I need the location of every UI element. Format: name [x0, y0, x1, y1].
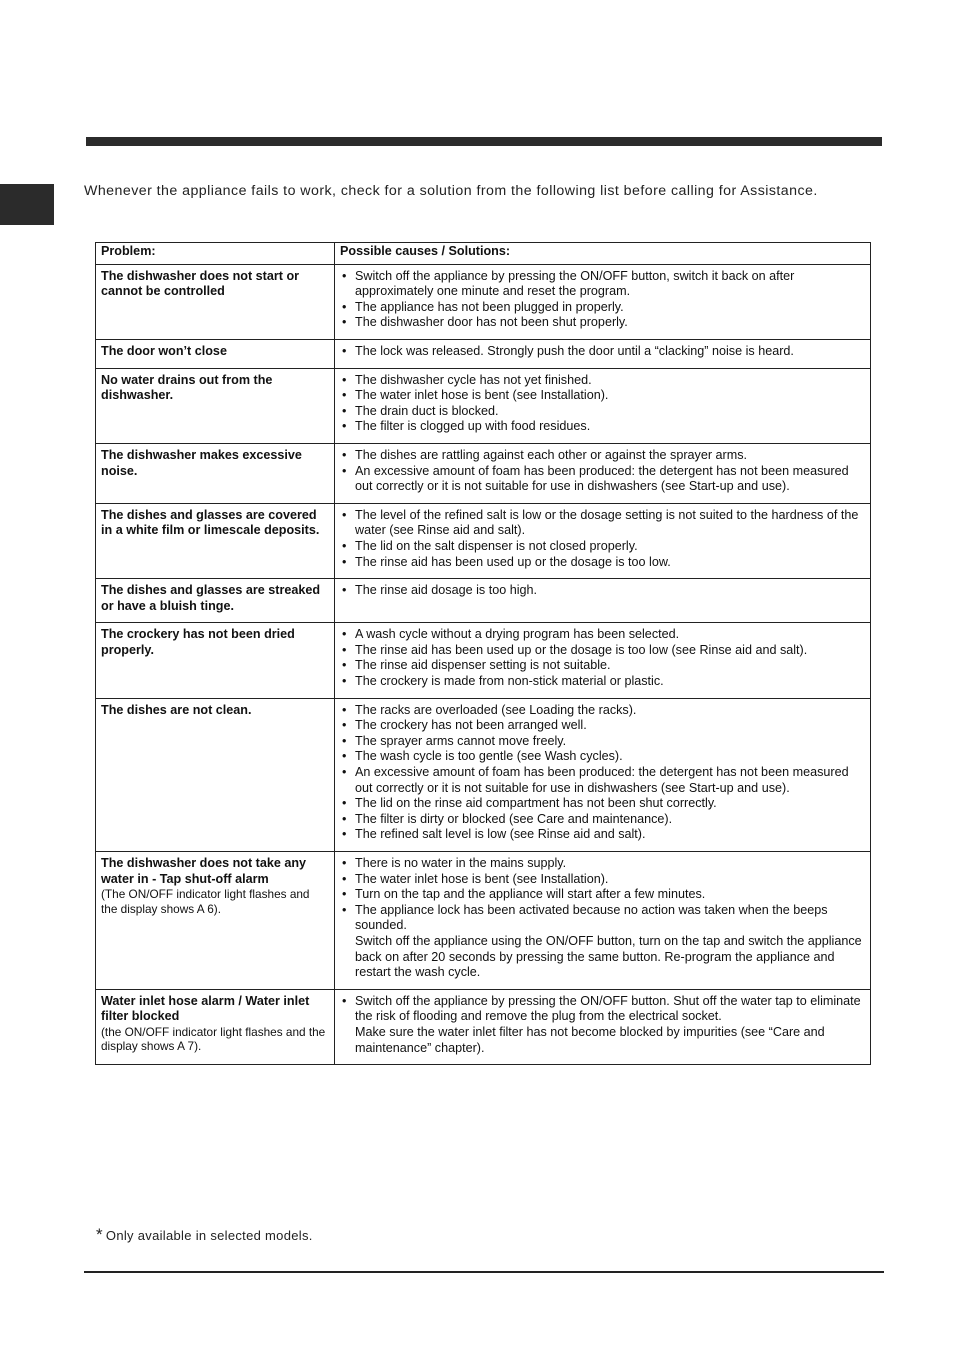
- solutions-list: [340, 703, 865, 843]
- solution-item: [340, 734, 865, 750]
- solution-text: The filter is clogged up with food residues.: [355, 419, 591, 434]
- solution-text: The water inlet hose is bent (see Installation).: [355, 871, 609, 886]
- problem-note: (The ON/OFF indicator light flashes and the display shows A 6).: [101, 887, 310, 916]
- solution-text: An excessive amount of foam has been produced: the detergent has not been measured out correctly or it is not suitable for use in dishwashers (see Start-up and use).: [355, 765, 849, 795]
- solutions-cell: [335, 852, 871, 990]
- solutions-list: [340, 508, 865, 570]
- solution-item: [340, 872, 865, 888]
- header-problem: Problem:: [96, 243, 335, 265]
- solutions-cell: [335, 579, 871, 623]
- solution-text: Turn on the tap and the appliance will start after a few minutes.: [355, 887, 706, 902]
- solutions-list: [340, 994, 865, 1056]
- solution-item: [340, 887, 865, 903]
- solution-text: The drain duct is blocked.: [355, 403, 499, 418]
- solution-text: The rinse aid has been used up or the dosage is too low (see Rinse aid and salt).: [355, 642, 808, 657]
- solution-text: The rinse aid dispenser setting is not suitable.: [355, 658, 611, 673]
- problem-cell: [96, 852, 335, 990]
- solution-item: [340, 658, 865, 674]
- solution-text: There is no water in the mains supply.: [355, 856, 567, 870]
- solution-text: The lid on the rinse aid compartment has not been shut correctly.: [355, 796, 717, 811]
- solution-item: [340, 300, 865, 316]
- solutions-list: [340, 448, 865, 495]
- solution-item: [340, 419, 865, 435]
- solution-item: [340, 404, 865, 420]
- language-tab-marker: [0, 184, 54, 225]
- solutions-cell: [335, 623, 871, 698]
- solution-item: [340, 643, 865, 659]
- solution-item: [340, 827, 865, 843]
- solution-text: The appliance has not been plugged in properly.: [355, 299, 624, 314]
- solution-text: The dishwasher door has not been shut properly.: [355, 315, 628, 330]
- solution-text: The crockery has not been arranged well.: [355, 718, 587, 733]
- problem-text: The dishwasher does not take any water in - Tap shut-off alarm: [101, 856, 307, 886]
- troubleshooting-table: [95, 242, 871, 1065]
- solution-text: An excessive amount of foam has been produced: the detergent has not been measured out correctly or it is not suitable for use in dishwashers (see Start-up and use).: [355, 463, 849, 494]
- solution-item: [340, 464, 865, 495]
- footer-rule: [84, 1271, 884, 1273]
- solutions-list: [340, 627, 865, 689]
- solution-item: [340, 674, 865, 690]
- solution-item: [340, 344, 865, 360]
- solution-item: [340, 315, 865, 331]
- problem-text: The door won’t close: [101, 343, 227, 358]
- solution-item: [340, 555, 865, 571]
- solution-text: The level of the refined salt is low or the dosage setting is not suited to the hardness of the water (see Rinse aid and salt).: [355, 507, 859, 538]
- solution-item: [340, 627, 865, 643]
- table-row: [96, 852, 871, 990]
- solution-item: [340, 903, 865, 981]
- problem-cell: [96, 989, 335, 1064]
- solution-text: The refined salt level is low (see Rinse aid and salt).: [355, 827, 646, 842]
- problem-cell: [96, 579, 335, 623]
- problem-text: The dishes are not clean.: [101, 702, 252, 717]
- solutions-cell: [335, 264, 871, 339]
- problem-cell: [96, 368, 335, 443]
- problem-cell: [96, 698, 335, 851]
- solutions-cell: [335, 989, 871, 1064]
- solution-text: The water inlet hose is bent (see Installation).: [355, 388, 609, 403]
- footnote: [96, 1225, 313, 1248]
- solution-item: [340, 812, 865, 828]
- solution-text: The crockery is made from non-stick material or plastic.: [355, 674, 664, 689]
- problem-cell: [96, 264, 335, 339]
- problem-text: The dishwasher does not start or cannot be controlled: [101, 268, 300, 299]
- header-rule: [86, 137, 882, 146]
- table-row: [96, 623, 871, 698]
- table-header-row: [96, 243, 871, 265]
- solutions-cell: [335, 339, 871, 368]
- solution-item: [340, 765, 865, 796]
- problem-text: The dishwasher makes excessive noise.: [101, 447, 302, 478]
- intro-paragraph: Whenever the appliance fails to work, check for a solution from the following list before calling for Assistance.: [84, 183, 818, 199]
- solution-item: [340, 749, 865, 765]
- table-row: [96, 443, 871, 503]
- solution-text: The dishwasher cycle has not yet finished.: [355, 372, 592, 387]
- solution-text: The dishes are rattling against each other or against the sprayer arms.: [355, 447, 748, 462]
- table-row: [96, 368, 871, 443]
- header-solutions: Possible causes / Solutions:: [335, 243, 871, 265]
- solution-item: [340, 583, 865, 599]
- solution-text: The lid on the salt dispenser is not closed properly.: [355, 538, 638, 553]
- solution-item: [340, 373, 865, 389]
- solution-item: [340, 718, 865, 734]
- solutions-cell: [335, 368, 871, 443]
- problem-cell: [96, 623, 335, 698]
- problem-text: No water drains out from the dishwasher.: [101, 372, 273, 403]
- solution-text: The rinse aid has been used up or the dosage is too low.: [355, 554, 671, 569]
- solution-item: [340, 796, 865, 812]
- solutions-list: [340, 583, 865, 599]
- solution-text: The rinse aid dosage is too high.: [355, 583, 538, 598]
- footnote-text: Only available in selected models.: [105, 1228, 313, 1243]
- solution-text: The wash cycle is too gentle (see Wash cycles).: [355, 749, 623, 764]
- solution-text: The racks are overloaded (see Loading the racks).: [355, 702, 637, 717]
- problem-text: Water inlet hose alarm / Water inlet filter blocked: [101, 993, 310, 1024]
- problem-note: (the ON/OFF indicator light flashes and the display shows A 7).: [101, 1024, 326, 1054]
- problem-text: The crockery has not been dried properly.: [101, 627, 295, 657]
- table-row: [96, 339, 871, 368]
- solution-item: [340, 269, 865, 300]
- footnote-star: *: [96, 1225, 103, 1244]
- solution-text: The filter is dirty or blocked (see Care and maintenance).: [355, 811, 673, 826]
- solution-continuation: Switch off the appliance using the ON/OFF button, turn on the tap and switch the appliance back on after 20 seconds by pressing the same button. Re-program the appliance and restart the wash cycle.: [355, 933, 862, 980]
- problem-text: The dishes and glasses are streaked or have a bluish tinge.: [101, 583, 321, 613]
- solution-text: Switch off the appliance by pressing the ON/OFF button. Shut off the water tap to eliminate the risk of flooding and remove the plug from the electrical socket.: [355, 993, 861, 1024]
- solutions-list: [340, 269, 865, 331]
- table-row: [96, 503, 871, 578]
- problem-cell: [96, 339, 335, 368]
- problem-cell: [96, 443, 335, 503]
- solution-item: [340, 703, 865, 719]
- solutions-list: [340, 344, 865, 360]
- table-row: [96, 264, 871, 339]
- solution-item: [340, 539, 865, 555]
- solution-text: The sprayer arms cannot move freely.: [355, 733, 567, 748]
- table-row: [96, 698, 871, 851]
- problem-text: The dishes and glasses are covered in a white film or limescale deposits.: [101, 507, 320, 538]
- solutions-list: [340, 856, 865, 981]
- solution-item: [340, 388, 865, 404]
- solution-item: [340, 994, 865, 1056]
- solutions-cell: [335, 443, 871, 503]
- solution-text: A wash cycle without a drying program has been selected.: [355, 627, 680, 642]
- solution-item: [340, 508, 865, 539]
- solutions-cell: [335, 503, 871, 578]
- solution-text: The lock was released. Strongly push the door until a “clacking” noise is heard.: [355, 343, 794, 358]
- table-row: [96, 579, 871, 623]
- solution-item: [340, 856, 865, 872]
- solution-continuation: Make sure the water inlet filter has not become blocked by impurities (see “Care and maintenance” chapter).: [355, 1024, 825, 1055]
- solutions-list: [340, 373, 865, 435]
- problem-cell: [96, 503, 335, 578]
- solution-item: [340, 448, 865, 464]
- table-row: [96, 989, 871, 1064]
- solution-text: The appliance lock has been activated because no action was taken when the beeps sounded.: [355, 902, 828, 933]
- solutions-cell: [335, 698, 871, 851]
- solution-text: Switch off the appliance by pressing the ON/OFF button, switch it back on after approximately one minute and reset the program.: [355, 268, 795, 299]
